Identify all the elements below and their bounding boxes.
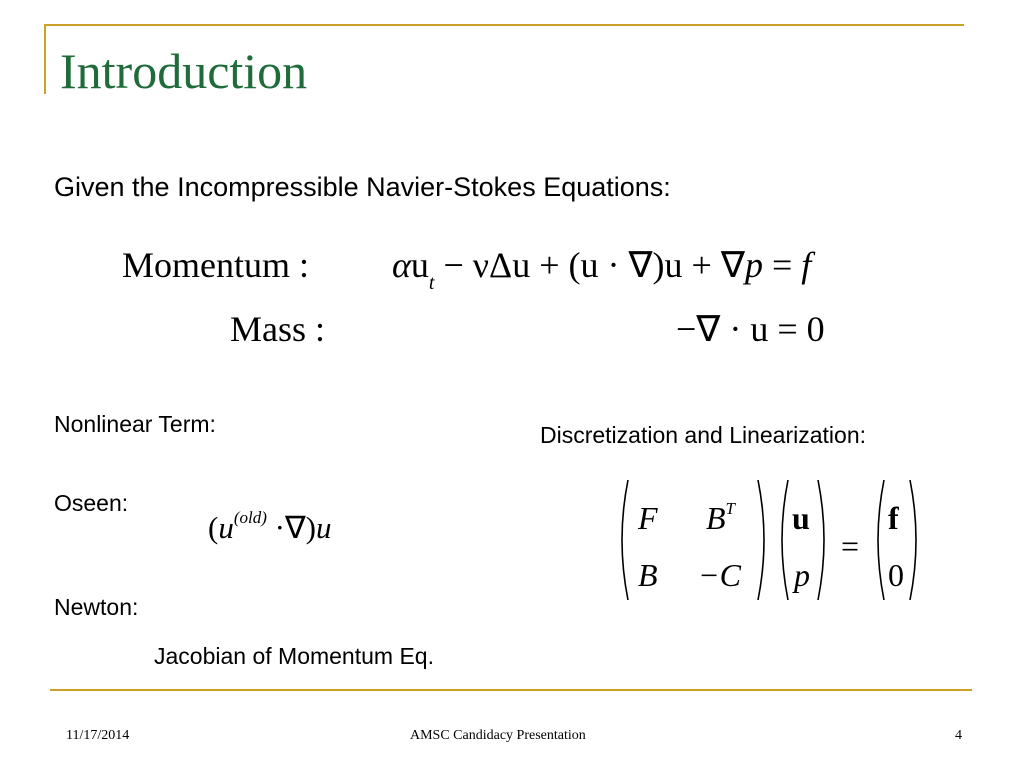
oseen-term bbox=[208, 510, 332, 546]
mass-equation: −∇ · u = 0 bbox=[676, 309, 825, 349]
matrix-left-paren bbox=[614, 478, 630, 607]
vector-left-paren bbox=[774, 478, 790, 607]
vector-u: u bbox=[792, 500, 810, 536]
system-equals: = bbox=[841, 528, 860, 564]
accent-rule-top bbox=[44, 24, 964, 26]
matrix-right-paren bbox=[756, 478, 772, 607]
footer-presentation-title: AMSC Candidacy Presentation bbox=[410, 728, 586, 743]
momentum-equals: = bbox=[762, 245, 802, 285]
mass-label: Mass : bbox=[230, 309, 326, 349]
rhs-right-paren bbox=[908, 478, 924, 607]
momentum-terms: − νΔu + (u · ∇)u + ∇ bbox=[434, 245, 745, 285]
momentum-label: Momentum : bbox=[122, 245, 309, 285]
oseen-grad: ·∇) bbox=[266, 510, 317, 545]
oseen-u2: u bbox=[316, 510, 332, 545]
footer-date: 11/17/2014 bbox=[66, 728, 130, 743]
jacobian-text: Jacobian of Momentum Eq. bbox=[154, 643, 434, 669]
vector-right-paren bbox=[816, 478, 832, 607]
momentum-equation bbox=[392, 244, 812, 294]
matrix-B: B bbox=[638, 557, 658, 593]
pressure-symbol: p bbox=[744, 245, 763, 285]
nonlinear-term-label: Nonlinear Term: bbox=[54, 411, 216, 437]
velocity-symbol: u bbox=[410, 245, 429, 285]
rhs-f: f bbox=[888, 500, 899, 536]
oseen-u: u bbox=[218, 510, 234, 545]
accent-rule-left bbox=[44, 24, 46, 94]
matrix-BT-base: B bbox=[706, 500, 726, 536]
matrix-BT bbox=[706, 500, 735, 537]
discretization-label: Discretization and Linearization: bbox=[540, 422, 867, 448]
matrix-minus-C: −C bbox=[698, 557, 741, 593]
forcing-symbol: f bbox=[801, 245, 812, 285]
oseen-label: Oseen: bbox=[54, 490, 129, 516]
matrix-F: F bbox=[638, 500, 658, 536]
footer-page-number: 4 bbox=[955, 728, 962, 743]
oseen-open-paren: ( bbox=[208, 510, 219, 545]
newton-label: Newton: bbox=[54, 594, 139, 620]
time-subscript: t bbox=[428, 272, 435, 294]
rhs-left-paren bbox=[870, 478, 886, 607]
slide-title: Introduction bbox=[60, 43, 308, 99]
intro-text: Given the Incompressible Navier-Stokes Equations: bbox=[54, 172, 671, 202]
matrix-BT-superscript: T bbox=[725, 499, 736, 518]
alpha-symbol: α bbox=[392, 245, 411, 285]
vector-p: p bbox=[794, 557, 810, 593]
oseen-old-superscript: (old) bbox=[233, 508, 267, 527]
footer-rule bbox=[50, 689, 972, 691]
rhs-zero: 0 bbox=[888, 557, 904, 593]
